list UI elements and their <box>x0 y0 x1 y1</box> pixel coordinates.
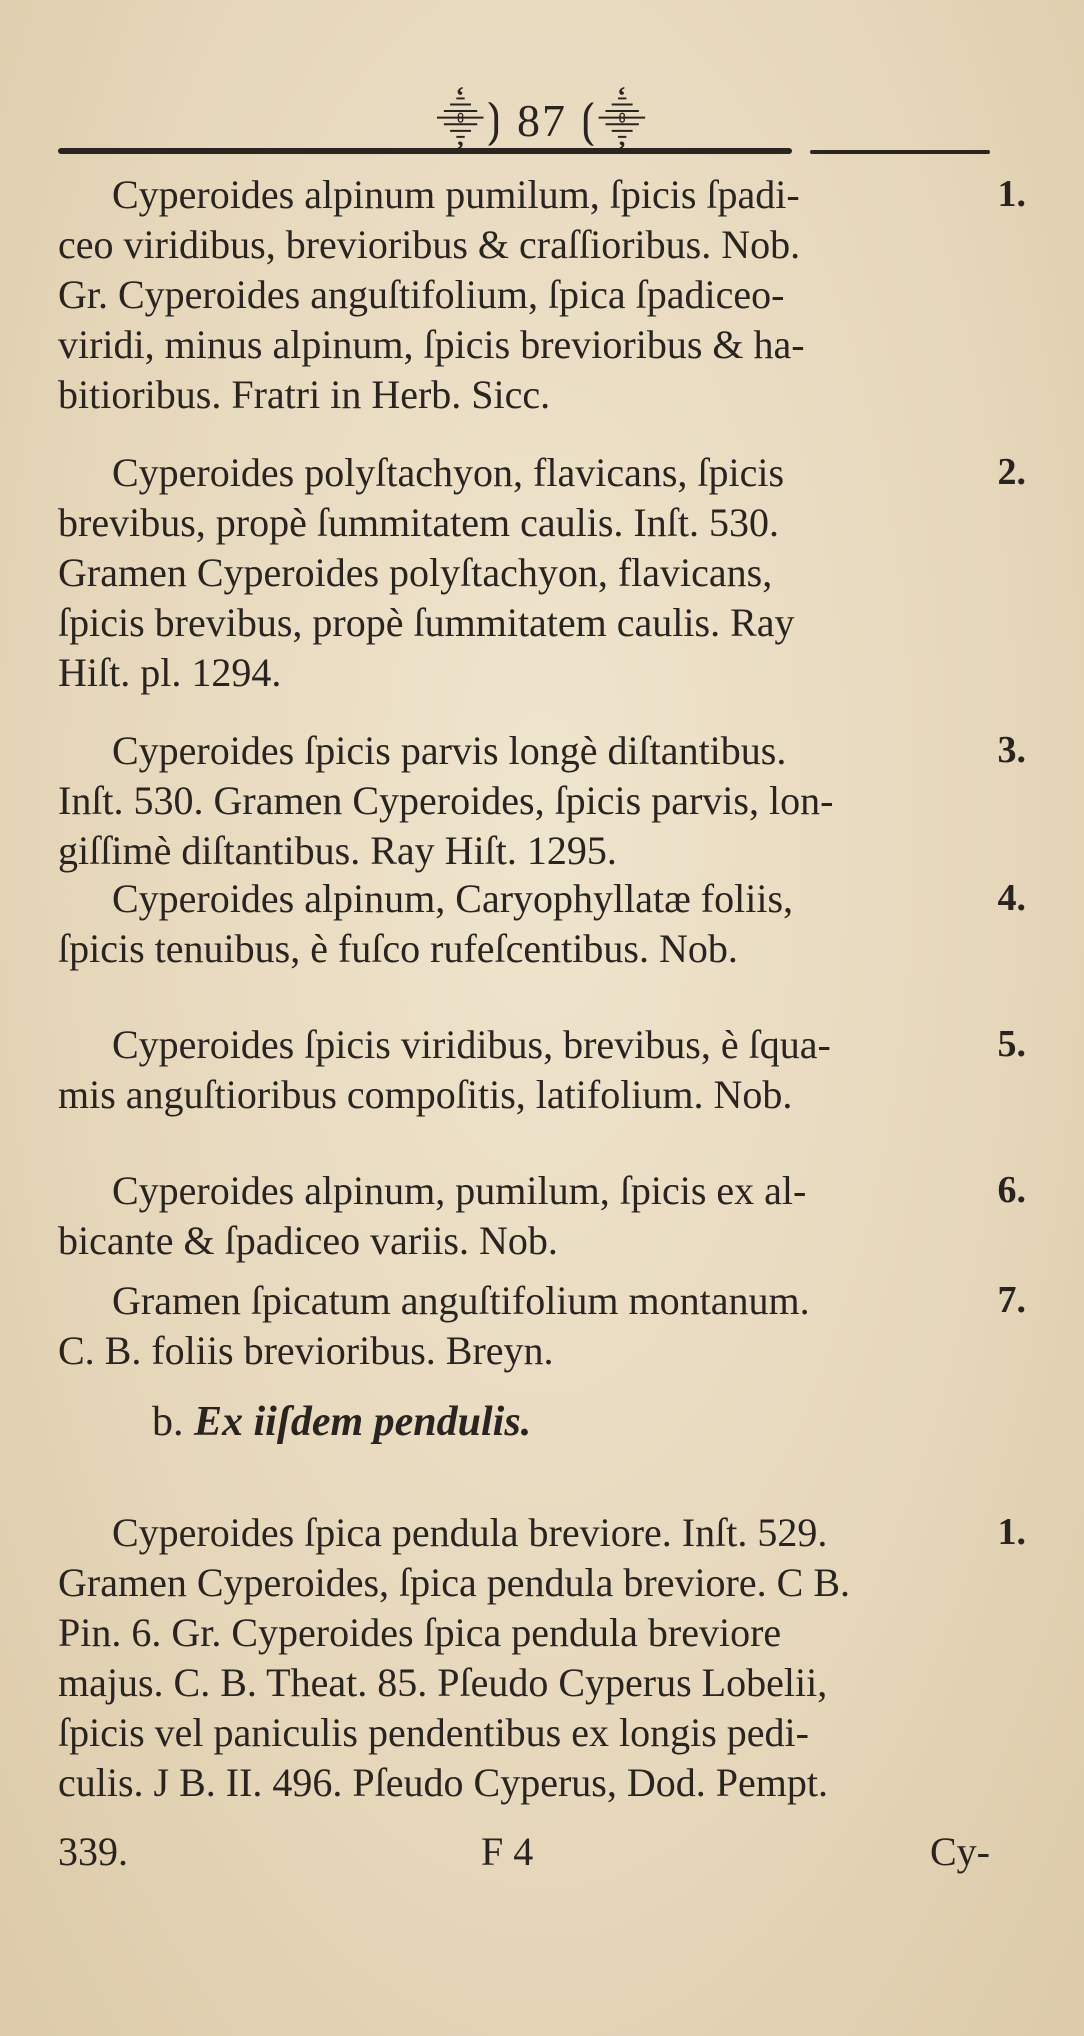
entry-4 <box>58 874 990 974</box>
entry-line: giſſimè diſtantibus. Ray Hiſt. 1295. <box>58 828 617 873</box>
entry-number: 1. <box>997 1511 1026 1553</box>
entry-line: viridi, minus alpinum, ſpicis brevioribus & ha- <box>58 322 805 367</box>
entry-line: Gramen ſpicatum anguſtifolium montanum. <box>112 1278 810 1323</box>
page-number: 87 <box>517 95 567 146</box>
entry-line: brevibus, propè ſummitatem caulis. Inſt. 530. <box>58 500 779 545</box>
header-rule <box>58 148 792 154</box>
entry-6 <box>58 1166 990 1266</box>
entry-b-1 <box>58 1508 990 1808</box>
entry-line: Cyperoides ſpicis viridibus, brevibus, è ſqua- <box>112 1022 831 1067</box>
entry-number: 7. <box>997 1279 1026 1321</box>
entry-line: Cyperoides ſpicis parvis longè diſtantibus. <box>112 728 787 773</box>
entry-5 <box>58 1020 990 1120</box>
entry-line: Cyperoides ſpica pendula breviore. Inſt. 529. <box>112 1510 828 1555</box>
entry-line: ſpicis tenuibus, è fuſco rufeſcentibus. Nob. <box>58 926 738 971</box>
entry-line: Gramen Cyperoides, ſpica pendula breviore. C B. <box>58 1560 850 1605</box>
entry-line: ceo viridibus, brevioribus & craſſioribus. Nob. <box>58 222 801 267</box>
header-ornament-left: ⸎⟯ <box>436 95 504 146</box>
entry-number: 4. <box>997 877 1026 919</box>
subheading-letter: b. <box>152 1399 184 1445</box>
entry-number: 1. <box>997 173 1026 215</box>
signature-mark: F 4 <box>481 1829 534 1874</box>
entry-2 <box>58 448 990 698</box>
entry-line: C. B. foliis brevioribus. Breyn. <box>58 1328 554 1373</box>
entry-line: Cyperoides alpinum, pumilum, ſpicis ex al- <box>112 1168 807 1213</box>
entry-line: bicante & ſpadiceo variis. Nob. <box>58 1218 558 1263</box>
entry-line: Cyperoides alpinum, Caryophyllatæ foliis, <box>112 876 794 921</box>
entry-line: Cyperoides polyſtachyon, flavicans, ſpicis <box>112 450 785 495</box>
entry-line: Cyperoides alpinum pumilum, ſpicis ſpadi- <box>112 172 800 217</box>
entry-number: 5. <box>997 1023 1026 1065</box>
entry-number: 3. <box>997 729 1026 771</box>
subheading-text: Ex iiſdem pendulis. <box>194 1399 532 1445</box>
entry-line: ſpicis brevibus, propè ſummitatem caulis. Ray <box>58 600 795 645</box>
entry-line: ſpicis vel paniculis pendentibus ex longis pedi- <box>58 1710 809 1755</box>
entry-line: majus. C. B. Theat. 85. Pſeudo Cyperus Lobelii, <box>58 1660 828 1705</box>
running-head <box>0 88 1084 150</box>
entry-line: Gr. Cyperoides anguſtifolium, ſpica ſpadiceo- <box>58 272 785 317</box>
entry-7 <box>58 1276 990 1376</box>
entry-line: Pin. 6. Gr. Cyperoides ſpica pendula breviore <box>58 1610 782 1655</box>
entry-line: Inſt. 530. Gramen Cyperoides, ſpicis parvis, lon- <box>58 778 834 823</box>
catchword: Cy- <box>930 1829 990 1874</box>
entry-3 <box>58 726 990 876</box>
entry-line: bitioribus. Fratri in Herb. Sicc. <box>58 372 551 417</box>
entry-line: culis. J B. II. 496. Pſeudo Cyperus, Dod. Pempt. <box>58 1760 828 1805</box>
entry-line: Hiſt. pl. 1294. <box>58 650 282 695</box>
entry-line: Gramen Cyperoides polyſtachyon, flavicans, <box>58 550 773 595</box>
entry-1 <box>58 170 990 420</box>
footer-page-ref: 339. <box>58 1829 128 1874</box>
entry-number: 6. <box>997 1169 1026 1211</box>
subheading <box>152 1398 531 1446</box>
entry-number: 2. <box>997 451 1026 493</box>
header-ornament-right: ⟮⸎ <box>580 95 648 146</box>
entry-line: mis anguſtioribus compoſitis, latifolium. Nob. <box>58 1072 793 1117</box>
header-rule-short <box>810 150 990 154</box>
